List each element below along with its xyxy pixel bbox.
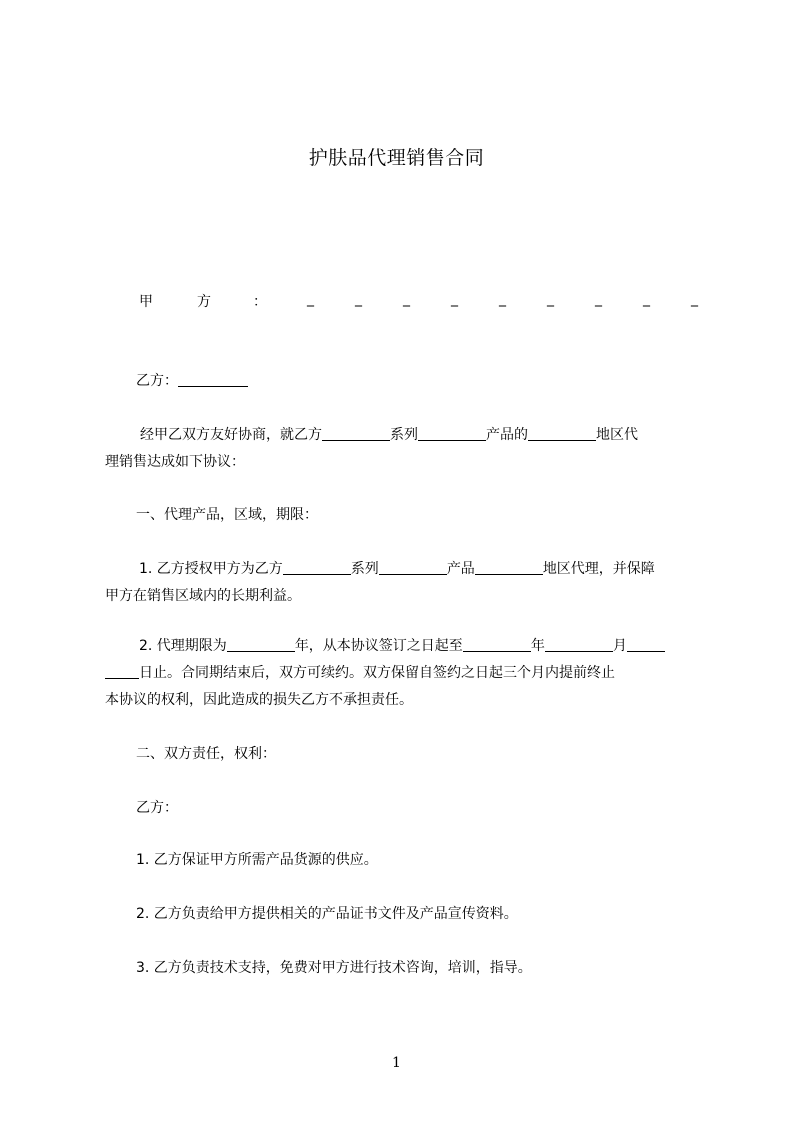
blank-mark: _ — [403, 291, 410, 307]
intro-text: 经甲乙双方友好协商，就乙方 — [140, 427, 322, 443]
blank-underline — [545, 637, 613, 652]
blank-mark: _ — [451, 291, 458, 307]
party-a-line — [105, 291, 705, 315]
clause-2-1: 1. 乙方保证甲方所需产品货源的供应。 — [136, 852, 378, 868]
blank-underline — [528, 426, 596, 441]
clause-1-1-line-1 — [139, 556, 731, 583]
section-2-subheading: 乙方： — [136, 800, 178, 816]
intro-line-1 — [140, 422, 732, 449]
party-a-char1: 甲 — [139, 294, 153, 310]
clause-1-2-line-3: 本协议的权利，因此造成的损失乙方不承担责任。 — [105, 692, 413, 708]
blank-underline — [627, 637, 665, 652]
party-a-char2: 方 — [197, 294, 211, 310]
clause-text: 2. 代理期限为 — [139, 638, 227, 654]
intro-line-2: 理销售达成如下协议： — [105, 454, 245, 470]
clause-2-2: 2. 乙方负责给甲方提供相关的产品证书文件及产品宣传资料。 — [136, 906, 518, 922]
clause-text: 地区代理，并保障 — [542, 561, 655, 577]
clause-text: 日止。合同期结束后，双方可续约。双方保留自签约之日起三个月内提前终止 — [139, 665, 615, 681]
blank-mark: _ — [595, 291, 602, 307]
clause-1-2-line-1 — [139, 633, 731, 660]
blank-underline — [227, 637, 295, 652]
blank-underline — [475, 560, 543, 575]
clause-1-1-line-2: 甲方在销售区域内的长期利益。 — [105, 588, 301, 604]
clause-1-2-line-2 — [105, 660, 697, 687]
party-a-colon: ： — [253, 294, 267, 310]
party-b-blank — [178, 372, 248, 387]
clause-text: 月 — [612, 638, 627, 654]
intro-text: 地区代 — [596, 427, 638, 443]
intro-text: 产品的 — [486, 427, 528, 443]
blank-underline — [379, 560, 447, 575]
blank-mark: _ — [547, 291, 554, 307]
blank-underline — [105, 664, 139, 679]
blank-underline — [463, 637, 531, 652]
clause-text: 年 — [530, 638, 545, 654]
blank-mark: _ — [307, 291, 314, 307]
section-1-heading: 一、代理产品，区域，期限： — [136, 507, 318, 523]
blank-mark: _ — [499, 291, 506, 307]
party-b-line — [136, 368, 728, 395]
blank-mark: _ — [643, 291, 650, 307]
blank-mark: _ — [691, 291, 698, 307]
blank-underline — [283, 560, 351, 575]
clause-text: 系列 — [350, 561, 379, 577]
clause-text: 1. 乙方授权甲方为乙方 — [139, 561, 283, 577]
blank-underline — [418, 426, 486, 441]
party-b-label: 乙方： — [136, 373, 178, 389]
section-2-heading: 二、双方责任，权利： — [136, 746, 276, 762]
blank-mark: _ — [355, 291, 362, 307]
page-number: 1 — [392, 1055, 401, 1071]
intro-text: 系列 — [390, 427, 418, 443]
clause-2-3: 3. 乙方负责技术支持，免费对甲方进行技术咨询，培训，指导。 — [136, 960, 532, 976]
document-title: 护肤品代理销售合同 — [308, 147, 485, 169]
clause-text: 年，从本协议签订之日起至 — [294, 638, 463, 654]
blank-underline — [322, 426, 390, 441]
clause-text: 产品 — [446, 561, 475, 577]
